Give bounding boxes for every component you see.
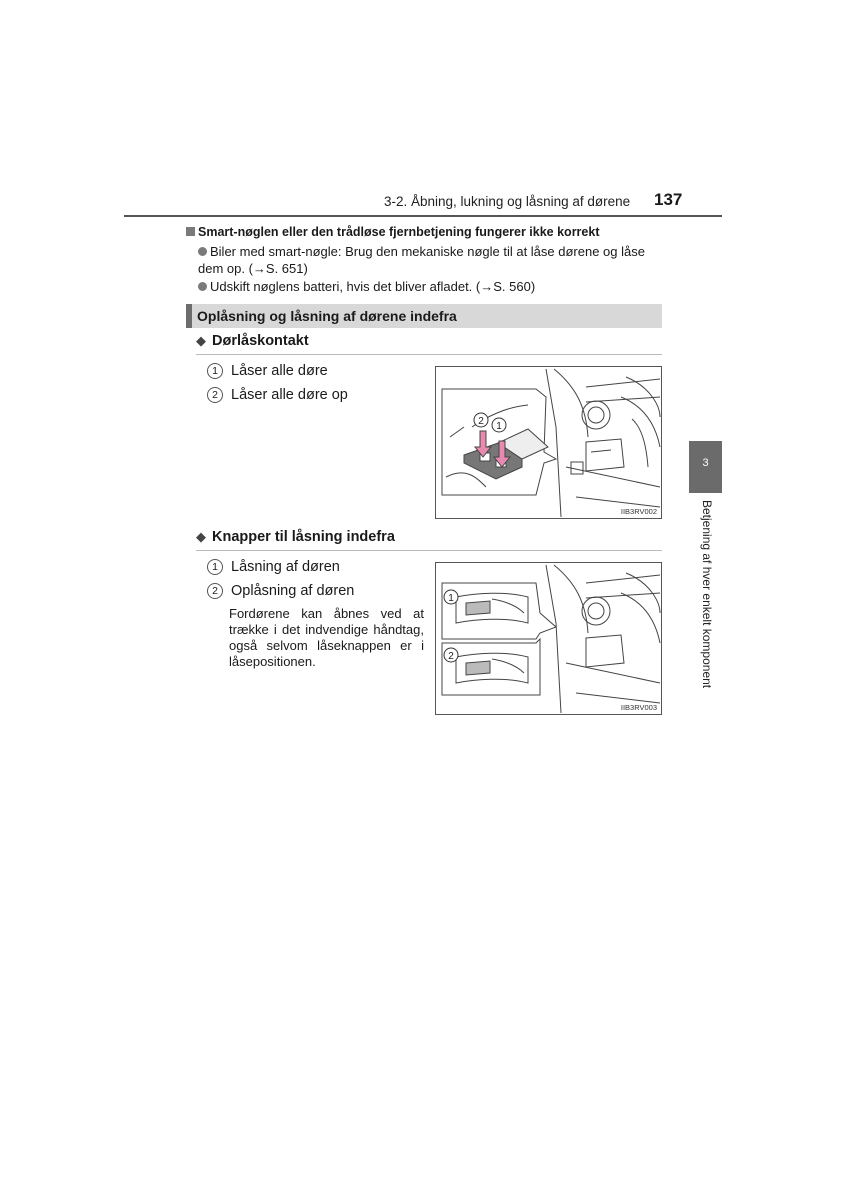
item-label: Låsning af døren [231, 559, 340, 575]
section-title: Oplåsning og låsning af dørene indefra [197, 308, 457, 324]
subsection-rule [196, 354, 662, 355]
bullet-item [198, 278, 668, 295]
callout-number-2: 2 [448, 651, 454, 662]
note-title-text: Smart-nøglen eller den trådløse fjernbetjening fungerer ikke korrekt [198, 225, 600, 239]
bullet-text-line2: dem op. (→S. 651) [198, 261, 308, 276]
list-item [207, 583, 354, 599]
inside-lock-illustration [436, 563, 661, 714]
bullet-text-line1: Biler med smart-nøgle: Brug den mekaniske nøgle til at låse dørene og låse [210, 244, 645, 259]
running-header: 3-2. Åbning, lukning og låsning af dørene [384, 194, 631, 209]
circled-number: 2 [207, 387, 223, 403]
figure-code: IIB3RV003 [620, 703, 657, 712]
circle-bullet-icon [198, 282, 207, 291]
circled-number: 1 [207, 363, 223, 379]
bullet-text: Udskift nøglens batteri, hvis det bliver afladet. (→S. 560) [210, 279, 536, 294]
subsection-heading-door-switch [196, 333, 309, 349]
door-switch-illustration [436, 367, 661, 518]
header-rule [124, 215, 722, 217]
subsection-rule [196, 550, 662, 551]
item-label: Låser alle døre op [231, 387, 348, 403]
figure-code: IIB3RV002 [620, 507, 657, 516]
item-label: Oplåsning af døren [231, 583, 355, 599]
note-title [186, 225, 600, 239]
subsection-heading-inside-lock [196, 529, 395, 545]
list-item [207, 387, 348, 403]
subsection-heading-text: Knapper til låsning indefra [212, 529, 395, 545]
figure-door-lock-switch [435, 366, 662, 519]
chapter-tab: 3 [689, 441, 722, 493]
item-label: Låser alle døre [231, 363, 328, 379]
callout-number-1: 1 [496, 421, 502, 432]
diamond-icon: ◆ [196, 333, 206, 348]
item-note-paragraph: Fordørene kan åbnes ved at trække i det indvendige håndtag, også selvom låseknappen er i låsepositionen. [229, 606, 424, 669]
circle-bullet-icon [198, 247, 207, 256]
circled-number: 1 [207, 559, 223, 575]
figure-inside-lock-buttons [435, 562, 662, 715]
bullet-item [198, 243, 668, 277]
list-item [207, 559, 340, 575]
subsection-heading-text: Dørlåskontakt [212, 333, 309, 349]
list-item [207, 363, 328, 379]
callout-number-1: 1 [448, 593, 454, 604]
page-number: 137 [654, 190, 683, 209]
chapter-tab-text: Betjening af hver enkelt komponent [700, 500, 714, 689]
diamond-icon: ◆ [196, 529, 206, 544]
callout-number-2: 2 [478, 416, 484, 427]
circled-number: 2 [207, 583, 223, 599]
